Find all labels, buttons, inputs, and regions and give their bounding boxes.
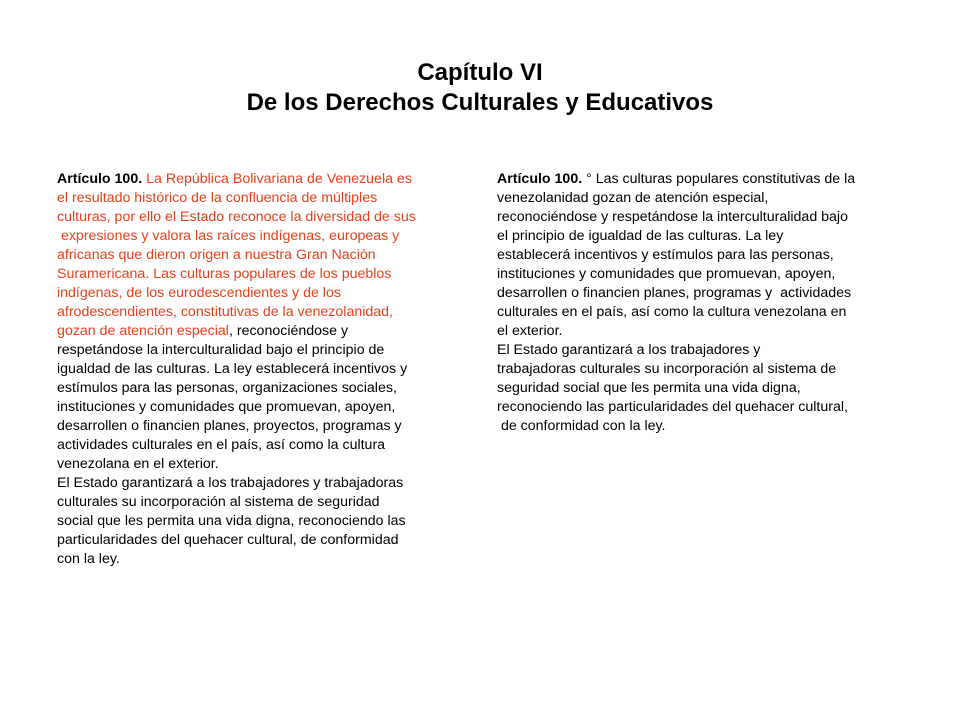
text-line: [57, 550, 467, 569]
body-text: El Estado garantizará a los trabajadores y: [497, 342, 761, 358]
body-text: de conformidad con la ley.: [497, 418, 666, 434]
text-line: [497, 360, 907, 379]
text-line: [57, 436, 467, 455]
body-text: trabajadoras culturales su incorporación al sistema de: [497, 361, 837, 377]
text-line: [497, 303, 907, 322]
text-line: [497, 398, 907, 417]
text-line: [57, 322, 467, 341]
text-line: [57, 417, 467, 436]
article-proposed-column: [497, 170, 907, 436]
body-text: ° Las culturas populares constitutivas de la: [582, 171, 856, 187]
chapter-number: Capítulo VI: [417, 59, 543, 86]
text-line: [497, 208, 907, 227]
highlighted-text: indígenas, de los eurodescendientes y de los: [57, 285, 341, 301]
text-line: [57, 398, 467, 417]
text-line: [57, 303, 467, 322]
body-text: venezolanidad gozan de atención especial,: [497, 190, 769, 206]
text-line: [497, 341, 907, 360]
body-text: actividades culturales en el país, así como la cultura: [57, 437, 386, 453]
body-text: igualdad de las culturas. La ley establecerá incentivos y: [57, 361, 408, 377]
highlighted-text: La República Bolivariana de Venezuela es: [146, 171, 412, 187]
text-line: [497, 246, 907, 265]
body-text: instituciones y comunidades que promuevan, apoyen,: [57, 399, 396, 415]
highlighted-text: expresiones y valora las raíces indígenas, europeas y: [57, 228, 400, 244]
body-text: reconociéndose y respetándose la interculturalidad bajo: [497, 209, 848, 225]
body-text: , reconociéndose y: [228, 323, 349, 339]
highlighted-text: culturas, por ello el Estado reconoce la diversidad de sus: [57, 209, 416, 225]
body-text: respetándose la interculturalidad bajo el principio de: [57, 342, 385, 358]
body-text: con la ley.: [57, 551, 120, 567]
body-text: el exterior.: [497, 323, 563, 339]
chapter-title: [0, 58, 960, 118]
text-line: [57, 227, 467, 246]
article-label: Artículo 100.: [497, 171, 583, 187]
body-text: estímulos para las personas, organizaciones sociales,: [57, 380, 397, 396]
body-text: reconociendo las particularidades del quehacer cultural,: [497, 399, 848, 415]
text-line: [497, 284, 907, 303]
text-line: [57, 493, 467, 512]
text-line: [57, 360, 467, 379]
body-text: desarrollen o financien planes, programas y actividades: [497, 285, 852, 301]
text-line: [57, 246, 467, 265]
body-text: El Estado garantizará a los trabajadores y trabajadoras: [57, 475, 404, 491]
text-line: [57, 379, 467, 398]
text-line: [57, 531, 467, 550]
highlighted-text: el resultado histórico de la confluencia de múltiples: [57, 190, 378, 206]
text-line: [497, 170, 907, 189]
text-line: [497, 322, 907, 341]
text-line: [57, 208, 467, 227]
text-line: [57, 265, 467, 284]
body-text: el principio de igualdad de las culturas. La ley: [497, 228, 784, 244]
body-text: establecerá incentivos y estímulos para las personas,: [497, 247, 834, 263]
text-line: [57, 170, 467, 189]
text-line: [497, 265, 907, 284]
highlighted-text: Suramericana. Las culturas populares de los pueblos: [57, 266, 392, 282]
body-text: culturales en el país, así como la cultura venezolana en: [497, 304, 847, 320]
text-line: [497, 227, 907, 246]
text-line: [497, 379, 907, 398]
body-text: particularidades del quehacer cultural, de conformidad: [57, 532, 399, 548]
body-text: instituciones y comunidades que promuevan, apoyen,: [497, 266, 836, 282]
text-line: [497, 417, 907, 436]
text-line: [57, 284, 467, 303]
article-label: Artículo 100.: [57, 171, 143, 187]
body-text: social que les permita una vida digna, reconociendo las: [57, 513, 406, 529]
chapter-heading: De los Derechos Culturales y Educativos: [246, 89, 714, 116]
text-line: [57, 455, 467, 474]
highlighted-text: afrodescendientes, constitutivas de la venezolanidad,: [57, 304, 393, 320]
body-text: culturales su incorporación al sistema de seguridad: [57, 494, 380, 510]
text-line: [57, 512, 467, 531]
text-line: [57, 474, 467, 493]
highlighted-text: africanas que dieron origen a nuestra Gran Nación: [57, 247, 376, 263]
body-text: seguridad social que les permita una vida digna,: [497, 380, 801, 396]
text-line: [57, 341, 467, 360]
body-text: desarrollen o financien planes, proyectos, programas y: [57, 418, 402, 434]
body-text: venezolana en el exterior.: [57, 456, 219, 472]
article-original-column: [57, 170, 467, 569]
highlighted-text: gozan de atención especial: [57, 323, 229, 339]
text-line: [57, 189, 467, 208]
text-line: [497, 189, 907, 208]
